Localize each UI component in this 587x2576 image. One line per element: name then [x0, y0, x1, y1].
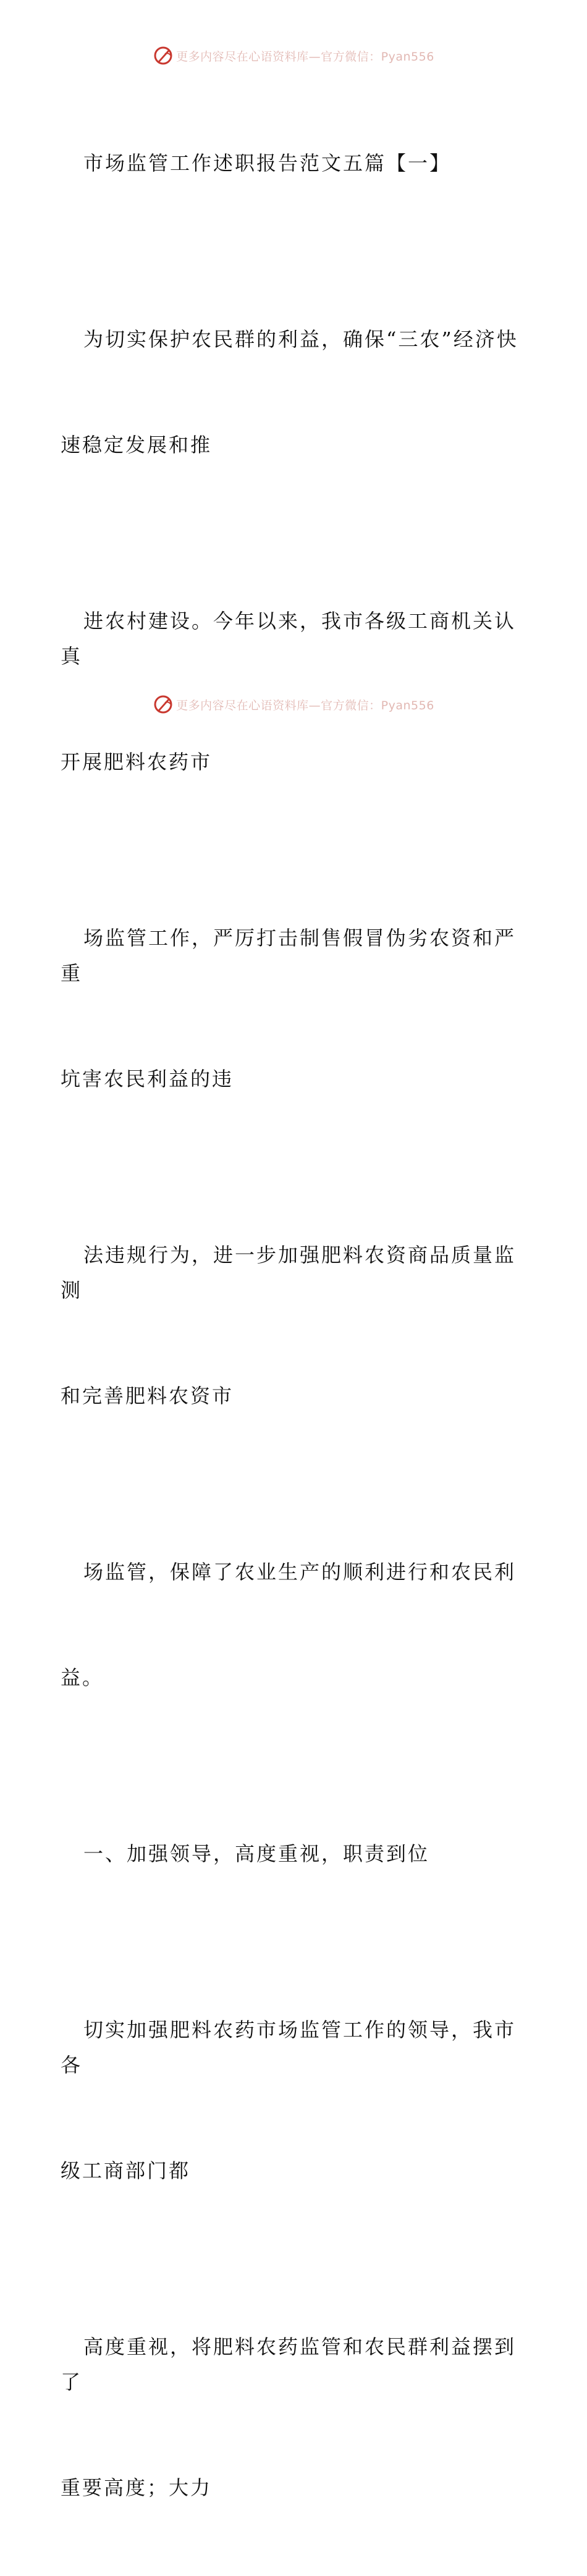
text-line: 高度重视，将肥料农药监管和农民群利益摆到了	[61, 2335, 517, 2394]
text-line: 切实加强肥料农药市场监管工作的领导，我市各	[61, 2018, 517, 2077]
text-line: 和完善肥料农资市	[61, 1384, 234, 1408]
text-line: 市场监管工作述职报告范文五篇【一】	[83, 151, 452, 175]
text-line: 法违规行为，进一步加强肥料农资商品质量监测	[61, 1243, 517, 1302]
text-line: 坑害农民利益的违	[61, 1067, 234, 1091]
paragraph	[61, 1167, 530, 1484]
paragraph	[61, 251, 530, 533]
text-line: 速稳定发展和推	[61, 433, 213, 457]
paragraph	[61, 2259, 530, 2576]
text-line: 场监管工作，严厉打击制售假冒伪劣农资和严重	[61, 926, 517, 985]
quill-logo-icon	[153, 694, 174, 715]
quill-logo-icon	[153, 45, 174, 66]
footer-watermark	[0, 692, 587, 717]
text-line: 为切实保护农民群的利益，确保“三农”经济快	[83, 327, 518, 351]
section-heading	[61, 1766, 530, 1942]
text-line: 场监管，保障了农业生产的顺利进行和农民利	[83, 1560, 517, 1584]
paragraph	[61, 850, 530, 1167]
text-line: 开展肥料农药市	[61, 750, 213, 774]
text-line: 一、加强领导，高度重视，职责到位	[83, 1842, 430, 1865]
paragraph	[61, 1484, 530, 1766]
text-line: 益。	[61, 1666, 104, 1689]
text-line: 级工商部门都	[61, 2159, 191, 2182]
watermark-text: 更多内容尽在心语资料库—官方微信：Pyan556	[176, 698, 434, 712]
header-watermark	[0, 43, 587, 68]
paragraph	[61, 1942, 530, 2259]
text-line: 进农村建设。今年以来，我市各级工商机关认真	[61, 609, 517, 668]
document-body	[61, 75, 530, 2576]
text-line: 重要高度；大力	[61, 2476, 213, 2499]
document-title	[61, 75, 530, 251]
watermark-text: 更多内容尽在心语资料库—官方微信：Pyan556	[176, 49, 434, 64]
